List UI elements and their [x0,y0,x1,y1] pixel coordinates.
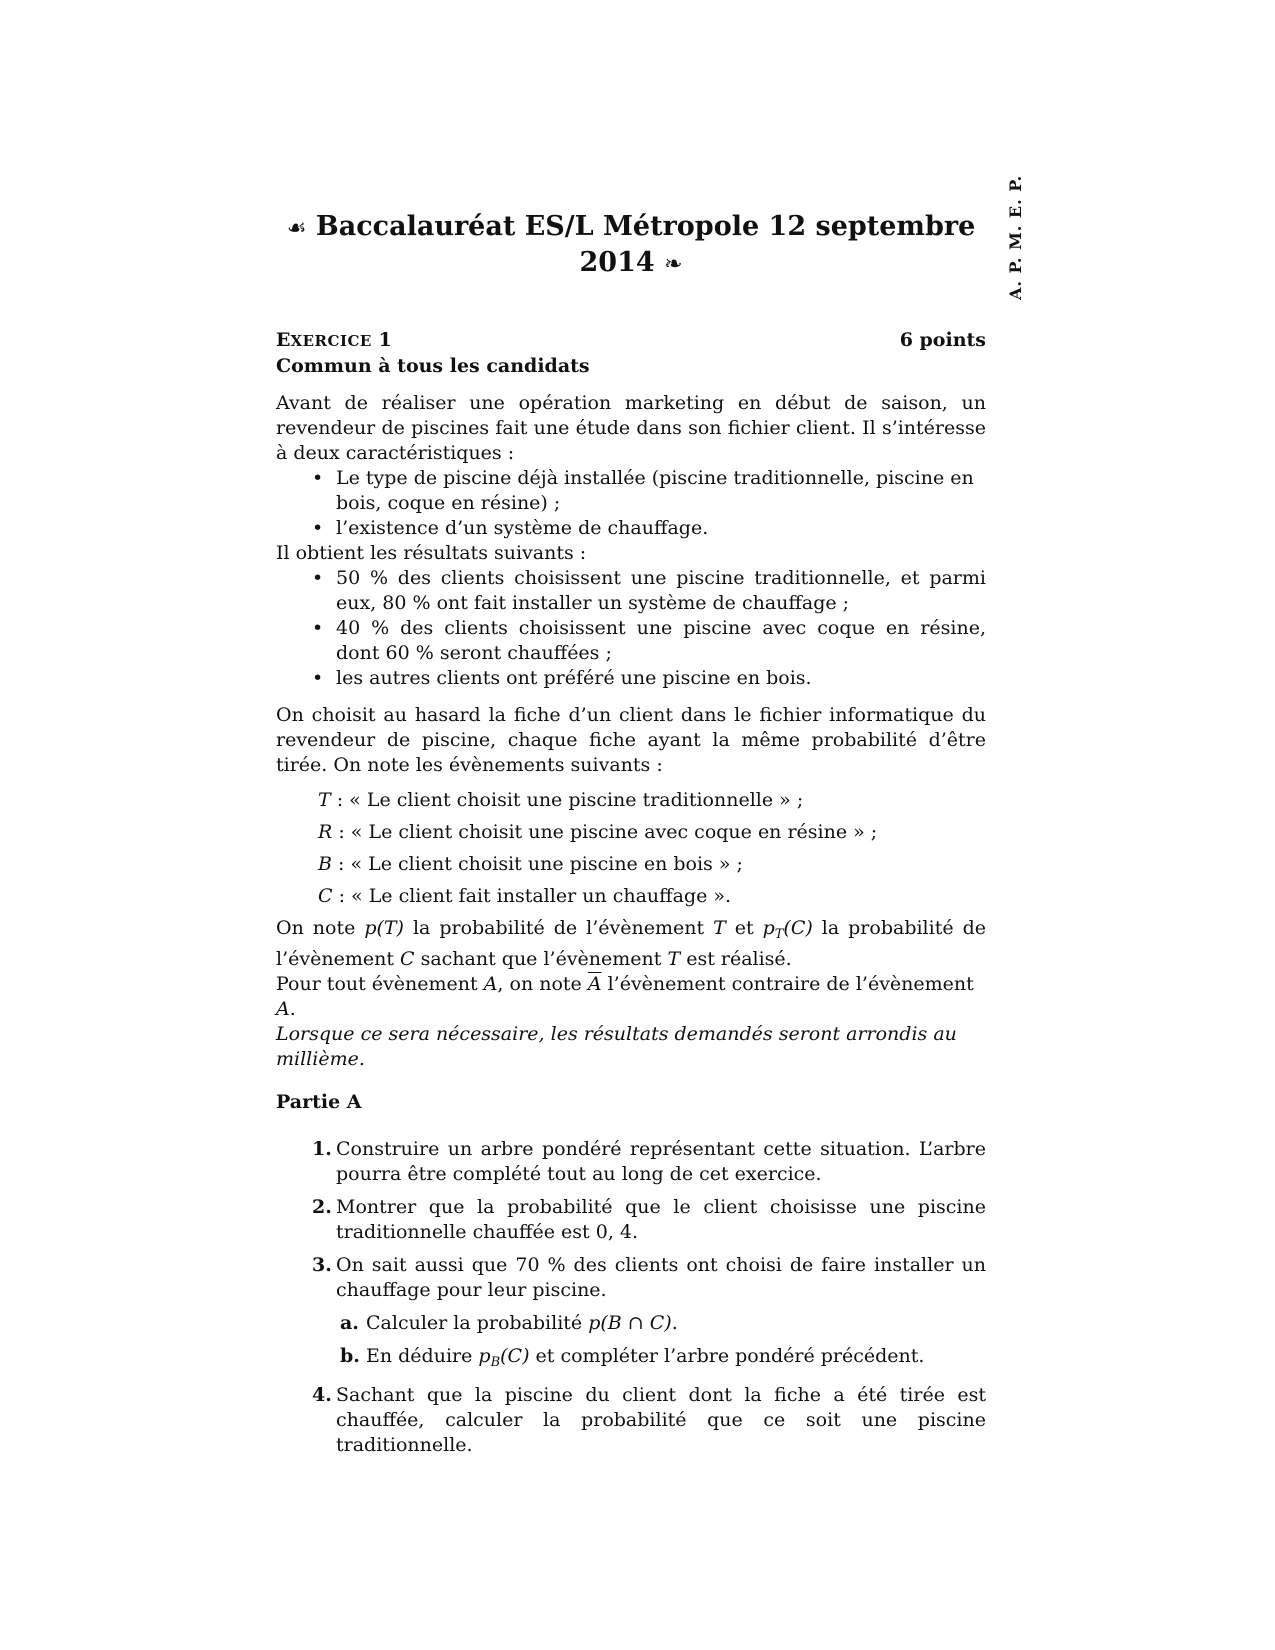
list-item: • Le type de piscine déjà installée (piscine traditionnelle, piscine en bois, coque en résine) ; [276,466,986,516]
ornament-right-icon: ❧ [664,252,683,277]
document-body [276,200,986,1466]
apmep-side-label: A. P. M. E. P. [1006,174,1025,300]
rounding-note: Lorsque ce sera nécessaire, les résultats demandés seront arrondis au millième. [276,1023,957,1070]
exercise-audience: Commun à tous les candidats [276,355,590,377]
exercise-points: 6 points [899,329,986,351]
exercise-header [276,328,986,354]
event-item: T : « Le client choisit une piscine traditionnelle » ; [318,789,804,811]
event-item: C : « Le client fait installer un chauffage ». [318,885,732,907]
events-list [276,788,986,909]
exercise-label: EXERCICE 1 [276,329,392,351]
partie-a-title: Partie A [276,1091,362,1113]
notation-paragraph: On note p(T) la probabilité de l’évènement T et $p_T(C)$ la probabilité de l’évènement C sachant que l’évènement T est réalisé. [276,917,986,970]
a-bar: $\overline{A}$ [587,973,602,995]
question-item: 1. Construire un arbre pondéré représentant cette situation. L’arbre pourra être complété tout au long de cet exercice. [312,1138,986,1185]
subquestion-item: b. En déduire $p_B(C)$ et compléter l’arbre pondéré précédent. [340,1345,925,1370]
list-item: • les autres clients ont préféré une piscine en bois. [276,666,986,691]
ornament-left-icon: ☙ [286,216,307,241]
characteristics-list [276,466,986,541]
intro-paragraph: Avant de réaliser une opération marketing en début de saison, un revendeur de piscines fait une étude dans son fichier client. Il s’intéresse à deux caractéristiques : [276,392,986,464]
list-item: • l’existence d’un système de chauffage. [276,516,986,541]
subquestion-item: a. Calculer la probabilité p(B ∩ C). [340,1312,678,1334]
page-title [276,210,986,282]
title-text: Baccalauréat ES/L Métropole 12 septembre 2014 [315,211,976,278]
question-item: 2. Montrer que la probabilité que le client choisisse une piscine traditionnelle chauffée est 0, 4. [312,1196,986,1243]
event-item: R : « Le client choisit une piscine avec coque en résine » ; [318,821,878,843]
list-item: • 50 % des clients choisissent une piscine traditionnelle, et parmi eux, 80 % ont fait installer un système de chauffage ; [276,566,986,616]
question-item: 3. On sait aussi que 70 % des clients ont choisi de faire installer un chauffage pour leur piscine. [312,1254,986,1301]
choice-paragraph: On choisit au hasard la fiche d’un client dans le fichier informatique du revendeur de piscine, chaque fiche ayant la même probabilité d’être tirée. On note les évènements suivants : [276,704,986,776]
question-item: 4. Sachant que la piscine du client dont la fiche a été tirée est chauffée, calculer la probabilité que ce soit une piscine traditionnelle. [312,1384,986,1456]
results-list [276,566,986,691]
event-item: B : « Le client choisit une piscine en bois » ; [318,853,743,875]
complement-paragraph: Pour tout évènement A, on note $\overline{A}$ l’évènement contraire de l’évènement A. [276,973,974,1020]
results-intro: Il obtient les résultats suivants : [276,542,587,564]
questions-list [276,1137,986,1458]
list-item: • 40 % des clients choisissent une piscine avec coque en résine, dont 60 % seront chauffées ; [276,616,986,666]
